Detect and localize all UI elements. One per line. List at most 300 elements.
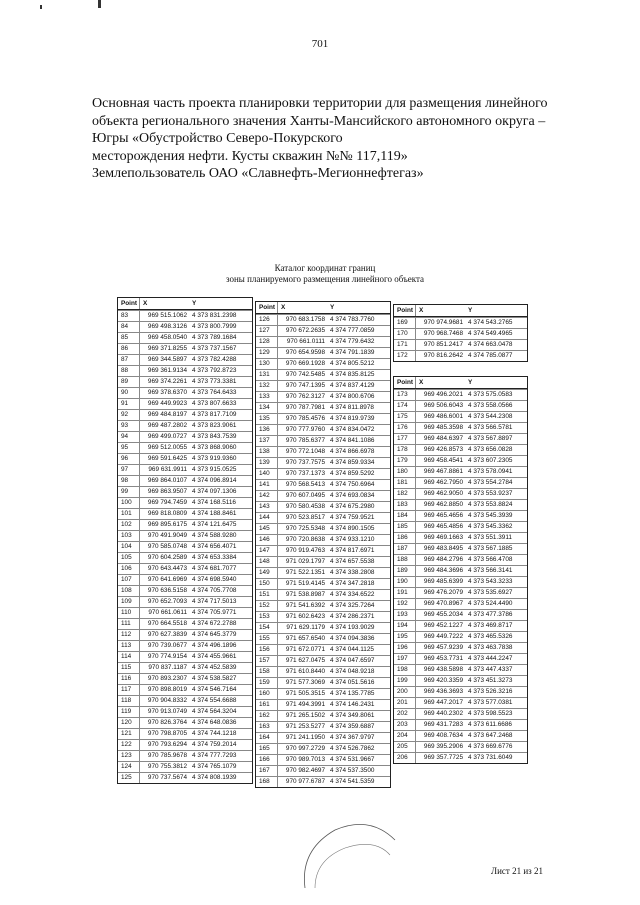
table-row (256, 567, 390, 578)
x-cell: 969 484.6397 (423, 435, 463, 442)
point-cell: 162 (256, 711, 278, 721)
y-cell: 4 374 765.1079 (192, 763, 237, 770)
table-row (256, 424, 390, 435)
table-row (256, 347, 390, 358)
y-cell: 4 374 681.7077 (192, 565, 237, 572)
point-cell: 165 (256, 744, 278, 754)
x-cell: 969 361.9134 (147, 367, 187, 374)
point-cell: 150 (256, 579, 278, 589)
point-cell: 203 (394, 720, 416, 730)
point-cell: 206 (394, 753, 416, 763)
point-cell: 146 (256, 535, 278, 545)
scan-mark (40, 5, 42, 9)
y-cell: 4 374 193.9029 (330, 624, 375, 631)
table-row (256, 633, 390, 644)
point-cell: 187 (394, 544, 416, 554)
x-cell: 971 253.5277 (285, 723, 325, 730)
table-row (394, 708, 527, 719)
point-cell: 140 (256, 469, 278, 479)
coordinates-table-2 (255, 301, 391, 788)
table-row (394, 411, 527, 422)
x-cell: 969 408.7634 (423, 732, 463, 739)
point-cell: 155 (256, 634, 278, 644)
y-cell: 4 373 463.7838 (468, 644, 513, 651)
point-cell: 133 (256, 392, 278, 402)
x-cell: 970 654.9598 (285, 349, 325, 356)
table-row (256, 622, 390, 633)
x-cell: 970 777.9760 (285, 426, 325, 433)
point-cell: 160 (256, 689, 278, 699)
x-cell: 970 904.8332 (147, 697, 187, 704)
column-header: Y (192, 300, 197, 307)
x-cell: 970 826.3764 (147, 719, 187, 726)
point-cell: 177 (394, 434, 416, 444)
x-cell: 969 452.1227 (423, 622, 463, 629)
y-cell: 4 374 496.1896 (192, 642, 237, 649)
table-row (118, 497, 252, 508)
table-row (256, 523, 390, 534)
y-cell: 4 374 890.1505 (330, 525, 375, 532)
point-cell: 137 (256, 436, 278, 446)
y-cell: 4 374 538.5827 (192, 675, 237, 682)
x-cell: 969 447.2017 (423, 699, 463, 706)
y-cell: 4 373 577.0381 (468, 699, 513, 706)
column-header: X (419, 379, 424, 386)
x-cell: 969 458.0540 (147, 334, 187, 341)
column-header: Point (394, 305, 416, 316)
x-cell: 970 672.2635 (285, 327, 325, 334)
x-cell: 970 893.2307 (147, 675, 187, 682)
x-cell: 971 519.4145 (285, 580, 325, 587)
table-row (394, 477, 527, 488)
point-cell: 196 (394, 643, 416, 653)
table-row (256, 402, 390, 413)
y-cell: 4 373 544.2308 (468, 413, 513, 420)
y-cell: 4 374 656.4071 (192, 543, 237, 550)
y-cell: 4 374 168.5116 (192, 499, 236, 506)
y-cell: 4 374 859.9334 (330, 459, 375, 466)
x-cell: 970 604.2589 (147, 554, 187, 561)
point-cell: 116 (118, 674, 140, 684)
point-cell: 164 (256, 733, 278, 743)
y-cell: 4 374 048.9218 (330, 668, 375, 675)
table-row (118, 321, 252, 332)
table-row (256, 534, 390, 545)
y-cell: 4 373 543.3233 (468, 578, 513, 585)
table-header (118, 298, 252, 310)
table-row (256, 369, 390, 380)
table-row (394, 488, 527, 499)
x-cell: 970 837.1187 (148, 664, 187, 671)
y-cell: 4 374 452.5839 (192, 664, 237, 671)
x-cell: 970 641.6969 (147, 576, 187, 583)
table-row (394, 653, 527, 664)
x-cell: 970 977.6787 (285, 778, 325, 785)
y-cell: 4 374 349.8061 (330, 712, 375, 719)
y-cell: 4 374 347.2818 (330, 580, 375, 587)
point-cell: 135 (256, 414, 278, 424)
x-cell: 969 436.3693 (423, 688, 463, 695)
point-cell: 145 (256, 524, 278, 534)
y-cell: 4 373 669.6776 (468, 743, 513, 750)
point-cell: 107 (118, 575, 140, 585)
column-header: X (143, 300, 148, 307)
point-cell: 154 (256, 623, 278, 633)
x-cell: 970 989.7013 (285, 756, 325, 763)
x-cell: 971 522.1351 (285, 569, 325, 576)
x-cell: 970 737.5674 (147, 774, 187, 781)
x-cell: 970 607.0495 (285, 492, 325, 499)
y-cell: 4 373 578.0941 (468, 468, 513, 475)
heading-line: объекта регионального значения Ханты-Мансийского автономного округа – (92, 113, 546, 129)
x-cell: 969 506.6043 (423, 402, 463, 409)
y-cell: 4 374 188.8461 (192, 510, 237, 517)
point-cell: 119 (118, 707, 140, 717)
x-cell: 970 669.1928 (285, 360, 325, 367)
x-cell: 971 029.1797 (285, 558, 325, 565)
table-row (394, 587, 527, 598)
point-cell: 138 (256, 447, 278, 457)
point-cell: 104 (118, 542, 140, 552)
x-cell: 969 476.2079 (423, 589, 463, 596)
point-cell: 129 (256, 348, 278, 358)
point-cell: 122 (118, 740, 140, 750)
y-cell: 4 374 549.4965 (468, 330, 513, 337)
y-cell: 4 374 537.3500 (330, 767, 375, 774)
table-row (118, 310, 252, 321)
x-cell: 969 440.2302 (423, 710, 463, 717)
point-cell: 149 (256, 568, 278, 578)
y-cell: 4 374 779.6432 (330, 338, 375, 345)
point-cell: 195 (394, 632, 416, 642)
table-row (118, 453, 252, 464)
table-row (256, 644, 390, 655)
y-cell: 4 373 782.4288 (192, 356, 237, 363)
y-cell: 4 373 647.2468 (468, 732, 513, 739)
coordinates-table-3 (393, 304, 528, 362)
table-row (118, 695, 252, 706)
point-cell: 183 (394, 500, 416, 510)
point-cell: 169 (394, 318, 416, 328)
x-cell: 971 577.3069 (285, 679, 325, 686)
point-cell: 117 (118, 685, 140, 695)
table-row (118, 541, 252, 552)
point-cell: 128 (256, 337, 278, 347)
table-row (118, 585, 252, 596)
x-cell: 970 737.1373 (285, 470, 325, 477)
point-cell: 157 (256, 656, 278, 666)
point-cell: 134 (256, 403, 278, 413)
x-cell: 970 785.9678 (147, 752, 187, 759)
point-cell: 152 (256, 601, 278, 611)
x-cell: 969 631.9911 (148, 466, 187, 473)
y-cell: 4 374 675.2980 (330, 503, 375, 510)
y-cell: 4 374 841.1086 (330, 437, 375, 444)
table-row (256, 413, 390, 424)
y-cell: 4 374 121.6475 (192, 521, 237, 528)
x-cell: 970 785.4576 (285, 415, 325, 422)
x-cell: 971 657.6540 (285, 635, 325, 642)
table-row (394, 444, 527, 455)
table-row (256, 545, 390, 556)
y-cell: 4 374 705.7708 (192, 587, 237, 594)
sheet-footer: Лист 21 из 21 (491, 866, 543, 876)
y-cell: 4 373 545.3362 (468, 523, 513, 530)
x-cell: 970 968.7468 (423, 330, 463, 337)
point-cell: 124 (118, 762, 140, 772)
point-cell: 153 (256, 612, 278, 622)
y-cell: 4 374 359.6887 (330, 723, 375, 730)
x-cell: 970 787.7981 (285, 404, 325, 411)
column-header: Point (256, 302, 278, 313)
point-cell: 118 (118, 696, 140, 706)
table-row (256, 710, 390, 721)
table-row (256, 765, 390, 776)
table-row (256, 732, 390, 743)
y-cell: 4 374 808.1939 (192, 774, 237, 781)
y-cell: 4 374 564.3204 (192, 708, 237, 715)
point-cell: 201 (394, 698, 416, 708)
table-row (394, 400, 527, 411)
table-row (394, 664, 527, 675)
y-cell: 4 373 553.9237 (468, 490, 513, 497)
point-cell: 132 (256, 381, 278, 391)
table-row (256, 556, 390, 567)
column-header: Y (468, 307, 473, 314)
y-cell: 4 374 866.6978 (330, 448, 375, 455)
table-row (118, 332, 252, 343)
stamp-seal (295, 810, 400, 890)
x-cell: 969 515.1062 (147, 312, 187, 319)
x-cell: 969 462.8850 (423, 501, 463, 508)
point-cell: 158 (256, 667, 278, 677)
point-cell: 186 (394, 533, 416, 543)
x-cell: 970 762.3127 (285, 393, 325, 400)
x-cell: 970 755.3812 (147, 763, 187, 770)
point-cell: 110 (118, 608, 140, 618)
point-cell: 125 (118, 773, 140, 783)
point-cell: 175 (394, 412, 416, 422)
x-cell: 969 465.4856 (423, 523, 463, 530)
table-row (394, 543, 527, 554)
table-row (256, 380, 390, 391)
point-cell: 147 (256, 546, 278, 556)
point-cell: 126 (256, 315, 278, 325)
table-row (256, 468, 390, 479)
table-row (256, 490, 390, 501)
y-cell: 4 373 919.9360 (192, 455, 237, 462)
point-cell: 173 (394, 390, 416, 400)
point-cell: 170 (394, 329, 416, 339)
table-row (394, 686, 527, 697)
y-cell: 4 373 451.3273 (468, 677, 513, 684)
y-cell: 4 374 554.6688 (192, 697, 237, 704)
x-cell: 971 505.3515 (285, 690, 325, 697)
table-row (394, 620, 527, 631)
x-cell: 969 484.3696 (423, 567, 463, 574)
point-cell: 85 (118, 333, 140, 343)
catalog-title (190, 263, 460, 285)
y-cell: 4 374 750.6964 (330, 481, 375, 488)
y-cell: 4 374 717.5013 (192, 598, 237, 605)
table-row (118, 772, 252, 783)
y-cell: 4 374 044.1125 (330, 646, 374, 653)
point-cell: 198 (394, 665, 416, 675)
table-row (118, 717, 252, 728)
x-cell: 970 580.4538 (285, 503, 325, 510)
point-cell: 102 (118, 520, 140, 530)
table-row (118, 464, 252, 475)
point-cell: 113 (118, 641, 140, 651)
y-cell: 4 373 566.4708 (468, 556, 513, 563)
y-cell: 4 373 789.1684 (192, 334, 237, 341)
x-cell: 970 974.9681 (423, 319, 463, 326)
y-cell: 4 373 831.2398 (192, 312, 237, 319)
x-cell: 970 491.9049 (147, 532, 187, 539)
y-cell: 4 374 672.2788 (192, 620, 237, 627)
y-cell: 4 373 465.5326 (468, 633, 513, 640)
y-cell: 4 374 693.0834 (330, 492, 375, 499)
y-cell: 4 374 334.6522 (330, 591, 375, 598)
x-cell: 969 378.6370 (147, 389, 187, 396)
y-cell: 4 374 805.5212 (330, 360, 375, 367)
point-cell: 144 (256, 513, 278, 523)
point-cell: 176 (394, 423, 416, 433)
y-cell: 4 373 444.2247 (468, 655, 513, 662)
point-cell: 204 (394, 731, 416, 741)
table-row (256, 754, 390, 765)
table-header (394, 305, 527, 317)
y-cell: 4 373 800.7999 (192, 323, 237, 330)
x-cell: 970 683.1758 (285, 316, 325, 323)
catalog-title-line: Каталог координат границ (274, 263, 376, 273)
y-cell: 4 374 645.3779 (192, 631, 237, 638)
x-cell: 969 470.8967 (423, 600, 463, 607)
x-cell: 970 737.7575 (285, 459, 325, 466)
y-cell: 4 373 868.9060 (192, 444, 237, 451)
y-cell: 4 374 051.5616 (330, 679, 375, 686)
x-cell: 969 462.7950 (423, 479, 463, 486)
x-cell: 969 863.9507 (147, 488, 187, 495)
x-cell: 970 523.8517 (285, 514, 325, 521)
table-row (394, 719, 527, 730)
x-cell: 969 469.1663 (423, 534, 463, 541)
x-cell: 969 485.3598 (423, 424, 463, 431)
x-cell: 970 636.5158 (147, 587, 187, 594)
x-cell: 969 431.7283 (423, 721, 463, 728)
table-row (118, 486, 252, 497)
x-cell: 969 395.2906 (423, 743, 463, 750)
x-cell: 970 772.1048 (285, 448, 325, 455)
table-row (256, 677, 390, 688)
point-cell: 106 (118, 564, 140, 574)
table-row (118, 387, 252, 398)
table-row (256, 688, 390, 699)
catalog-title-line: зоны планируемого размещения линейного объекта (225, 274, 425, 284)
point-cell: 103 (118, 531, 140, 541)
y-cell: 4 374 455.9661 (192, 653, 237, 660)
x-cell: 970 816.2642 (423, 352, 463, 359)
x-cell: 971 265.1502 (285, 712, 325, 719)
heading-line: Основная часть проекта планировки территории для размещения линейного (92, 96, 548, 111)
point-cell: 94 (118, 432, 140, 442)
y-cell: 4 374 791.1839 (330, 349, 375, 356)
table-row (118, 761, 252, 772)
point-cell: 172 (394, 351, 416, 361)
table-row (118, 673, 252, 684)
table-row (394, 466, 527, 477)
x-cell: 969 467.8861 (423, 468, 463, 475)
table-header (256, 302, 390, 314)
table-row (256, 743, 390, 754)
x-cell: 969 486.6001 (423, 413, 463, 420)
table-row (118, 420, 252, 431)
point-cell: 181 (394, 478, 416, 488)
table-row (118, 475, 252, 486)
x-cell: 969 374.2261 (147, 378, 187, 385)
table-row (256, 776, 390, 787)
point-cell: 108 (118, 586, 140, 596)
y-cell: 4 374 759.2014 (192, 741, 237, 748)
point-cell: 97 (118, 465, 140, 475)
x-cell: 969 818.0809 (147, 510, 187, 517)
x-cell: 970 851.2417 (423, 341, 463, 348)
point-cell: 100 (118, 498, 140, 508)
y-cell: 4 374 094.3836 (330, 635, 375, 642)
y-cell: 4 374 146.2431 (330, 701, 375, 708)
x-cell: 970 982.4697 (285, 767, 325, 774)
y-cell: 4 373 607.2305 (468, 457, 513, 464)
y-cell: 4 374 541.5359 (330, 778, 375, 785)
column-header: Point (394, 377, 416, 388)
table-row (394, 510, 527, 521)
point-cell: 112 (118, 630, 140, 640)
point-cell: 190 (394, 577, 416, 587)
y-cell: 4 373 553.8824 (468, 501, 513, 508)
x-cell: 970 661.0111 (286, 338, 325, 345)
column-header: Y (468, 379, 473, 386)
table-row (394, 741, 527, 752)
table-row (118, 552, 252, 563)
x-cell: 969 371.8255 (147, 345, 187, 352)
x-cell: 971 627.0475 (285, 657, 325, 664)
point-cell: 148 (256, 557, 278, 567)
point-cell: 142 (256, 491, 278, 501)
point-cell: 185 (394, 522, 416, 532)
point-cell: 180 (394, 467, 416, 477)
table-row (394, 565, 527, 576)
table-row (256, 314, 390, 325)
y-cell: 4 374 837.4129 (330, 382, 375, 389)
point-cell: 191 (394, 588, 416, 598)
x-cell: 969 864.0107 (147, 477, 187, 484)
table-row (256, 446, 390, 457)
x-cell: 969 484.2796 (423, 556, 463, 563)
table-row (118, 640, 252, 651)
table-row (256, 589, 390, 600)
y-cell: 4 374 835.8125 (330, 371, 375, 378)
x-cell: 970 643.4473 (147, 565, 187, 572)
table-row (394, 422, 527, 433)
point-cell: 178 (394, 445, 416, 455)
y-cell: 4 373 598.5523 (468, 710, 513, 717)
table-row (394, 752, 527, 763)
y-cell: 4 373 477.3786 (468, 611, 513, 618)
point-cell: 143 (256, 502, 278, 512)
table-row (118, 442, 252, 453)
y-cell: 4 374 367.9797 (330, 734, 375, 741)
y-cell: 4 373 575.0583 (468, 391, 513, 398)
